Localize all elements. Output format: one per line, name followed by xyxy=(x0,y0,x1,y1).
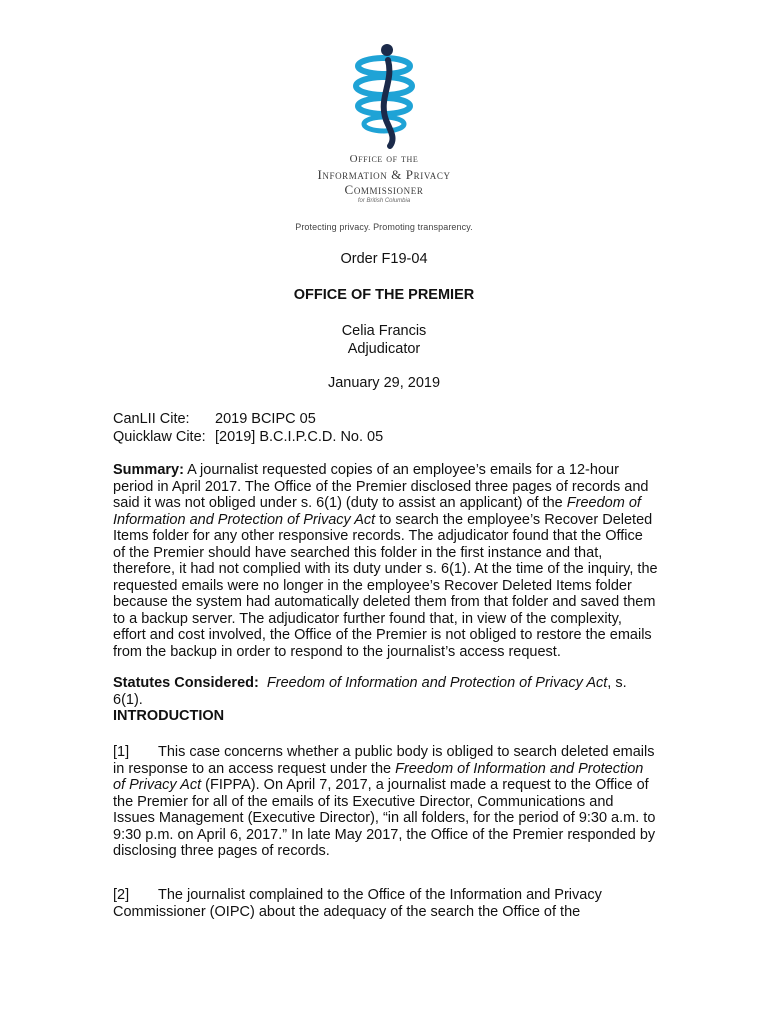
citations xyxy=(113,410,383,446)
citation-row xyxy=(113,428,383,446)
statutes-label: Statutes Considered: xyxy=(113,675,259,691)
info-i-swirl-logo-icon xyxy=(344,42,424,152)
org-name-line-1: Office of the xyxy=(349,153,419,165)
citation-value: 2019 BCIPC 05 xyxy=(215,411,316,427)
public-body-title: OFFICE OF THE PREMIER xyxy=(293,287,475,303)
adjudicator-name: Celia Francis xyxy=(341,323,427,339)
citation-label: CanLII Cite: xyxy=(113,411,190,427)
adjudicator-title: Adjudicator xyxy=(347,341,421,357)
order-number: Order F19-04 xyxy=(340,251,428,267)
order-date: January 29, 2019 xyxy=(327,375,441,391)
paragraph-number: [1] xyxy=(113,744,130,760)
citation-label: Quicklaw Cite: xyxy=(113,429,206,445)
para1-act-title: Freedom of Information and Protection of Privacy Act xyxy=(113,760,644,793)
para1-text-a: This case concerns whether a public body is obliged to search deleted emails in response to an access request under the xyxy=(113,744,655,777)
paragraph-1 xyxy=(113,744,658,860)
paragraph-number: [2] xyxy=(113,887,130,903)
para1-text-b: (FIPPA). On April 7, 2017, a journalist made a request to the Office of the Premier for all of the emails of its Executive Director, Communications and Issues Management (Executive Director), “in all folders, for the period of 9:30 a.m. to 9:30 p.m. on April 6, 2017.” In late May 2017, the Office of the Premier responded by disclosing three pages of records. xyxy=(113,777,656,859)
paragraph-2 xyxy=(113,887,658,920)
tagline: Protecting privacy. Promoting transparency. xyxy=(295,222,473,232)
summary-label: Summary: xyxy=(113,462,184,478)
org-name-line-2: Information & Privacy xyxy=(317,167,451,182)
statutes-section: , s. 6(1). xyxy=(113,675,627,708)
statutes-act-title: Freedom of Information and Protection of Privacy Act xyxy=(266,675,608,691)
para2-text: The journalist complained to the Office of the Information and Privacy Commissioner (OIPC) about the adequacy of the search the Office of the xyxy=(113,887,602,920)
org-subtitle: for British Columbia xyxy=(357,198,411,204)
summary-text-a: A journalist requested copies of an employee’s emails for a 12-hour period in April 2017. The Office of the Premier disclosed three pages of records and said it was not obliged under s. 6(1) (duty to assist an applicant) of the xyxy=(113,462,649,511)
summary-paragraph xyxy=(113,462,658,660)
citation-row xyxy=(113,410,383,428)
summary-act-title: Freedom of Information and Protection of Privacy Act xyxy=(113,495,641,528)
statutes-considered xyxy=(113,675,658,708)
citation-value: [2019] B.C.I.P.C.D. No. 05 xyxy=(215,429,384,445)
summary-text-b: to search the employee’s Recover Deleted Items folder for any other responsive records. The adjudicator found that the Office of the Premier should have searched this folder in the first instance and that, therefore, it had not complied with its duty under s. 6(1). At the time of the inquiry, the requested emails were no longer in the employee’s Recover Deleted Items folder because the system had automatically deleted them from that folder and saved them to a backup server. The adjudicator further found that, in view of the complexity, effort and cost involved, the Office of the Premier is not obliged to restore the emails from the backup in order to respond to the journalist’s access request. xyxy=(113,511,658,660)
org-name-line-3: Commissioner xyxy=(344,182,424,197)
introduction-heading: INTRODUCTION xyxy=(113,708,225,724)
letterhead xyxy=(0,42,768,204)
